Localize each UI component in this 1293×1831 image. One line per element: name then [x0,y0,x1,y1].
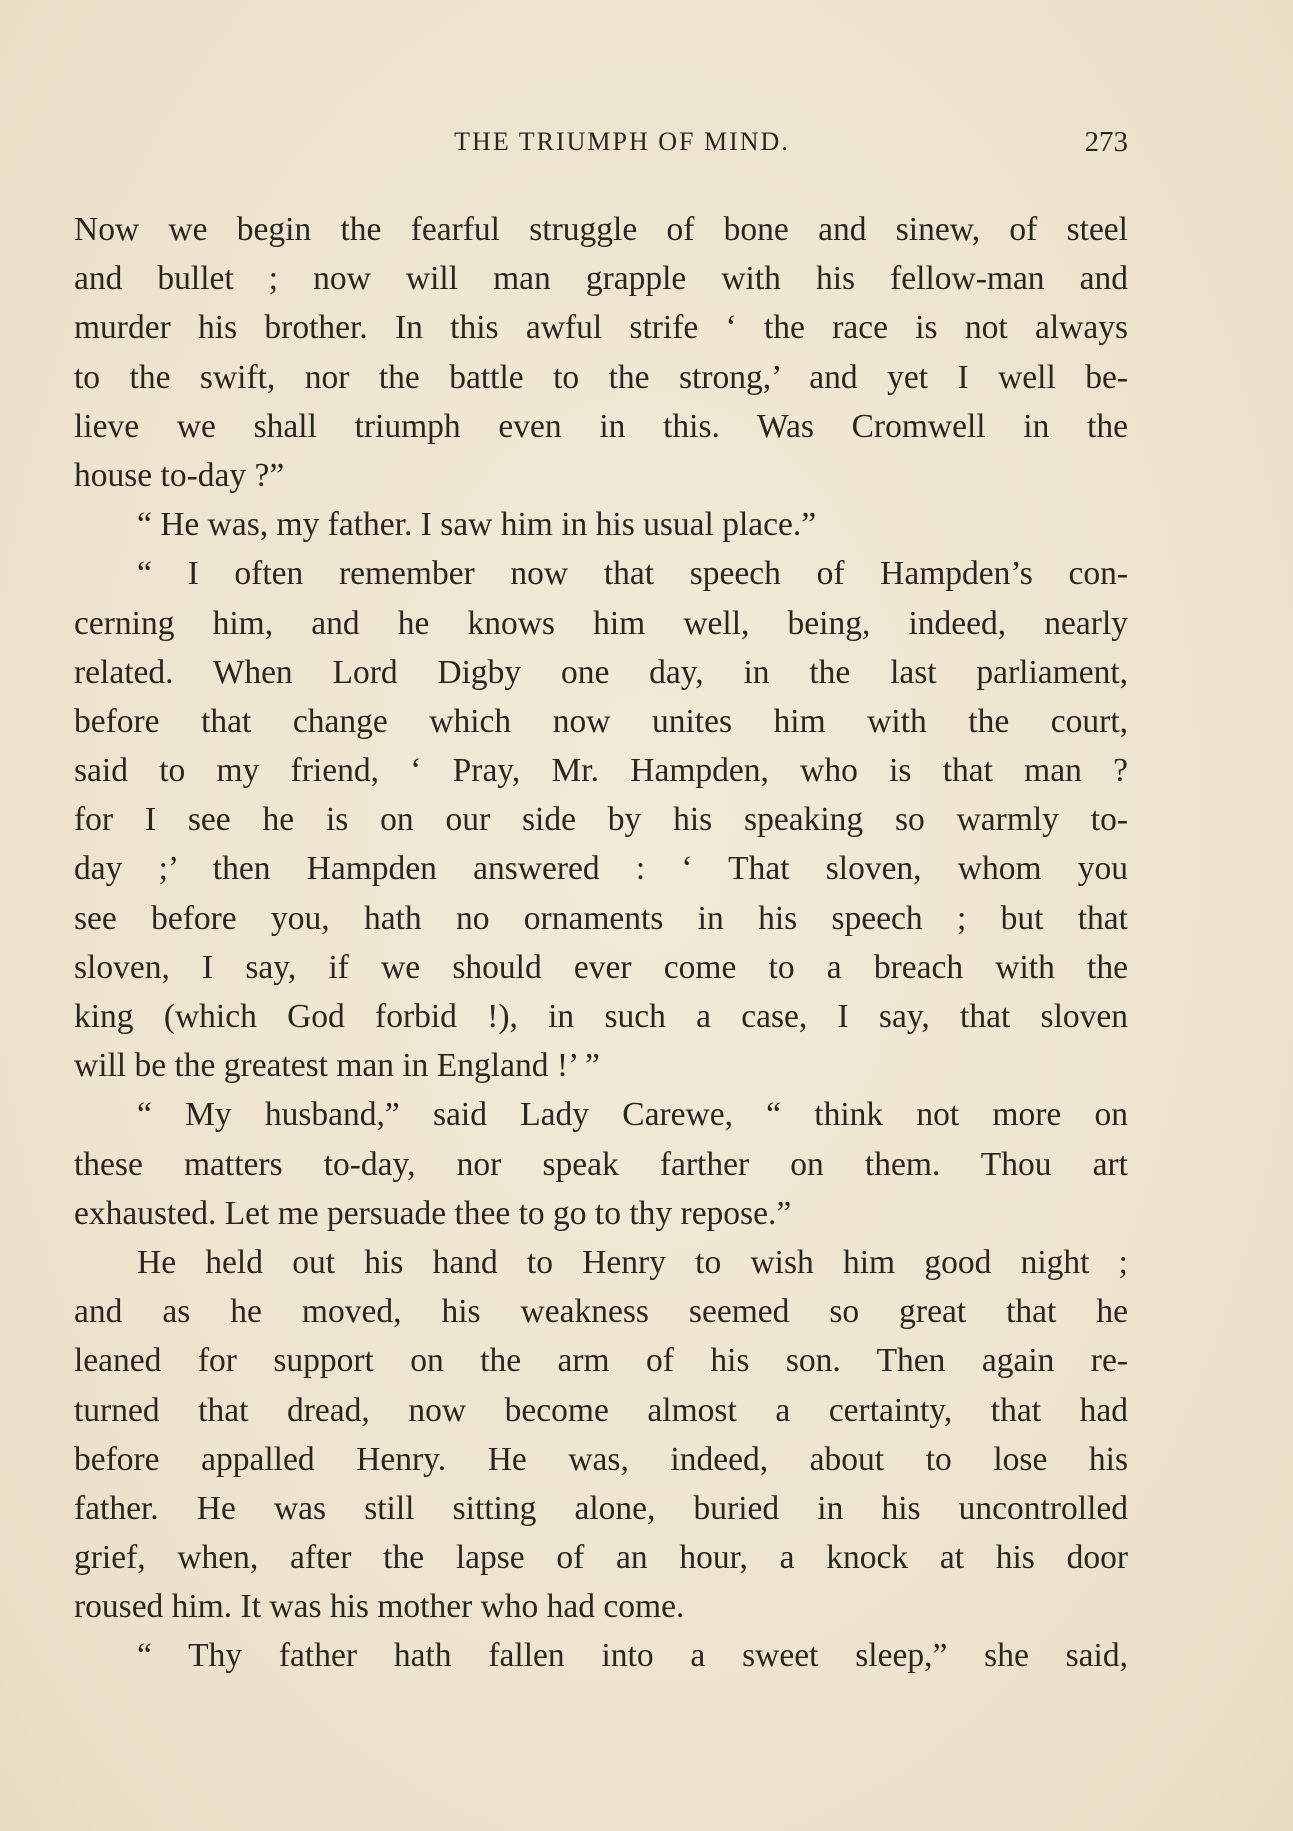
text-line: sloven, I say, if we should ever come to a breach with the [74,948,1128,986]
text-line: roused him. It was his mother who had come. [74,1588,685,1626]
text-line: cerning him, and he knows him well, being, indeed, nearly [74,604,1128,642]
text-line: turned that dread, now become almost a certainty, that had [74,1391,1128,1429]
text-line: said to my friend, ‘ Pray, Mr. Hampden, who is that man ? [74,752,1128,790]
text-line: “ Thy father hath fallen into a sweet sleep,” she said, [137,1637,1128,1675]
text-line: before that change which now unites him with the court, [74,702,1128,740]
text-line: leaned for support on the arm of his son. Then again re- [74,1342,1128,1380]
text-line: father. He was still sitting alone, buried in his uncontrolled [74,1489,1128,1527]
page-number: 273 [1084,126,1128,158]
body-text [74,205,1128,1681]
text-line: related. When Lord Digby one day, in the last parliament, [74,653,1128,691]
text-line: lieve we shall triumph even in this. Was Cromwell in the [74,407,1128,445]
text-line: will be the greatest man in England !’ ” [74,1047,600,1085]
text-line: “ My husband,” said Lady Carewe, “ think not more on [137,1096,1128,1134]
text-line: to the swift, nor the battle to the strong,’ and yet I well be- [74,358,1128,396]
text-line: murder his brother. In this awful strife ‘ the race is not always [74,309,1128,347]
text-line: king (which God forbid !), in such a case, I say, that sloven [74,998,1128,1035]
text-line: exhausted. Let me persuade thee to go to thy repose.” [74,1194,792,1232]
text-line: “ He was, my father. I saw him in his usual place.” [137,506,817,544]
running-title: THE TRIUMPH OF MIND. [454,127,790,156]
text-line: day ;’ then Hampden answered : ‘ That sloven, whom you [74,850,1128,888]
text-line: see before you, hath no ornaments in his speech ; but that [74,899,1128,937]
text-line: Now we begin the fearful struggle of bone and sinew, of steel [74,211,1128,248]
text-line: and as he moved, his weakness seemed so great that he [74,1293,1128,1331]
text-line: before appalled Henry. He was, indeed, about to lose his [74,1440,1128,1478]
text-line: He held out his hand to Henry to wish him good night ; [137,1243,1128,1281]
text-line: “ I often remember now that speech of Hampden’s con- [137,555,1128,593]
text-line: house to-day ?” [74,456,285,494]
text-line: for I see he is on our side by his speaking so warmly to- [74,801,1128,839]
text-line: these matters to-day, nor speak farther on them. Thou art [74,1145,1128,1183]
text-line: and bullet ; now will man grapple with his fellow-man and [74,260,1128,298]
running-head [74,122,1128,162]
text-line: grief, when, after the lapse of an hour, a knock at his door [74,1539,1128,1577]
